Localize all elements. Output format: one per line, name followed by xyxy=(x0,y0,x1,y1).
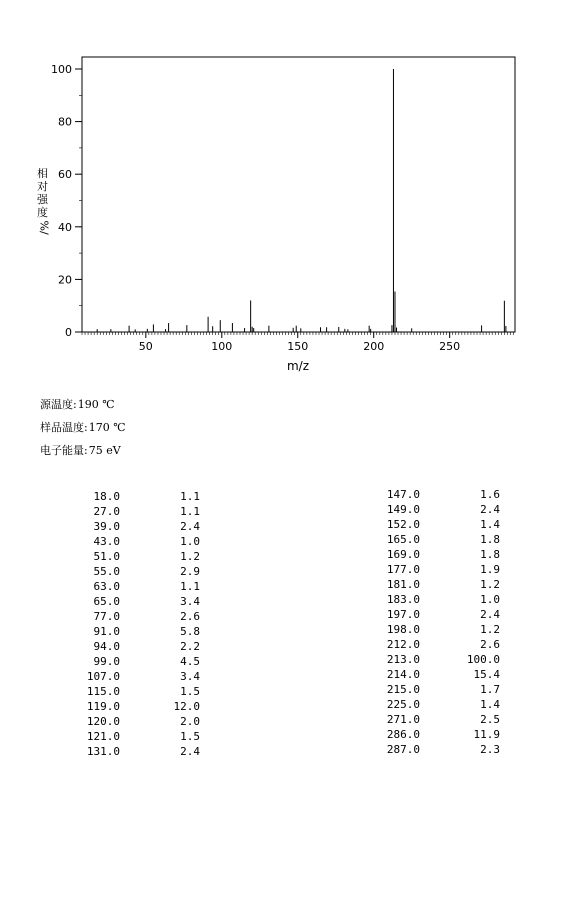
mz-value: 213.0 xyxy=(386,653,420,666)
table-row xyxy=(384,652,500,667)
table-row xyxy=(384,682,500,697)
table-row xyxy=(0,684,200,699)
table-row xyxy=(0,714,200,729)
mz-value: 147.0 xyxy=(386,488,420,501)
mz-value: 177.0 xyxy=(386,563,420,576)
mz-value: 120.0 xyxy=(86,715,120,728)
x-tick-label: 150 xyxy=(287,340,309,353)
table-row xyxy=(0,504,200,519)
mz-value: 286.0 xyxy=(386,728,420,741)
mz-value: 51.0 xyxy=(93,550,120,563)
table-row xyxy=(0,534,200,549)
table-row xyxy=(0,669,200,684)
table-row xyxy=(0,489,200,504)
peak-table-left xyxy=(0,489,200,759)
mz-value: 63.0 xyxy=(93,580,120,593)
relative-intensity: 100.0 xyxy=(466,653,500,666)
mass-spectrum-chart xyxy=(0,0,570,380)
mz-value: 214.0 xyxy=(386,668,420,681)
relative-intensity: 2.2 xyxy=(180,640,200,653)
table-row xyxy=(0,624,200,639)
relative-intensity: 1.5 xyxy=(180,730,200,743)
table-row xyxy=(0,729,200,744)
table-row xyxy=(384,742,500,757)
condition-value: 75 eV xyxy=(88,444,121,457)
table-row xyxy=(384,547,500,562)
relative-intensity: 1.0 xyxy=(480,593,500,606)
table-row xyxy=(384,727,500,742)
mz-value: 183.0 xyxy=(386,593,420,606)
relative-intensity: 11.9 xyxy=(473,728,500,741)
electron-energy xyxy=(40,442,121,458)
mz-value: 65.0 xyxy=(93,595,120,608)
mz-value: 55.0 xyxy=(93,565,120,578)
relative-intensity: 2.6 xyxy=(180,610,200,623)
mz-value: 119.0 xyxy=(86,700,120,713)
table-row xyxy=(384,712,500,727)
mz-value: 131.0 xyxy=(86,745,120,758)
source-temperature xyxy=(40,396,115,412)
relative-intensity: 5.8 xyxy=(180,625,200,638)
table-row xyxy=(384,592,500,607)
condition-value: 190 ℃ xyxy=(77,398,115,411)
relative-intensity: 1.9 xyxy=(480,563,500,576)
relative-intensity: 2.4 xyxy=(180,520,200,533)
x-tick-label: 100 xyxy=(211,340,233,353)
y-label-char: 对 xyxy=(37,180,48,193)
table-row xyxy=(384,577,500,592)
relative-intensity: 1.1 xyxy=(180,580,200,593)
y-label-unit: %/ xyxy=(37,220,51,235)
mz-value: 165.0 xyxy=(386,533,420,546)
mz-value: 215.0 xyxy=(386,683,420,696)
condition-label: 电子能量: xyxy=(40,444,88,457)
condition-label: 样品温度: xyxy=(40,421,88,434)
mz-value: 43.0 xyxy=(93,535,120,548)
table-row xyxy=(0,639,200,654)
plot-frame xyxy=(82,57,515,332)
y-label-char: 强 xyxy=(37,193,48,206)
relative-intensity: 1.8 xyxy=(480,533,500,546)
relative-intensity: 2.4 xyxy=(480,608,500,621)
mz-value: 197.0 xyxy=(386,608,420,621)
table-row xyxy=(384,487,500,502)
mz-value: 287.0 xyxy=(386,743,420,756)
relative-intensity: 1.2 xyxy=(480,578,500,591)
mz-value: 271.0 xyxy=(386,713,420,726)
sample-temperature xyxy=(40,419,126,435)
peak-table-right xyxy=(384,487,500,757)
relative-intensity: 1.2 xyxy=(480,623,500,636)
relative-intensity: 1.2 xyxy=(180,550,200,563)
x-tick-label: 200 xyxy=(363,340,385,353)
table-row xyxy=(0,609,200,624)
table-row xyxy=(384,502,500,517)
condition-value: 170 ℃ xyxy=(88,421,126,434)
condition-label: 源温度: xyxy=(40,398,77,411)
y-tick-label: 40 xyxy=(58,220,72,234)
relative-intensity: 2.0 xyxy=(180,715,200,728)
y-tick-label: 100 xyxy=(51,63,72,76)
table-row xyxy=(0,519,200,534)
y-tick-label: 0 xyxy=(65,326,72,339)
relative-intensity: 2.4 xyxy=(480,503,500,516)
relative-intensity: 2.6 xyxy=(480,638,500,651)
table-row xyxy=(384,607,500,622)
y-tick-label: 60 xyxy=(58,168,72,182)
table-row xyxy=(0,564,200,579)
y-axis-label xyxy=(37,167,51,234)
table-row xyxy=(384,667,500,682)
table-row xyxy=(384,697,500,712)
relative-intensity: 3.4 xyxy=(180,670,200,683)
table-row xyxy=(384,637,500,652)
relative-intensity: 1.5 xyxy=(180,685,200,698)
y-label-char: 度 xyxy=(37,206,48,219)
relative-intensity: 2.9 xyxy=(180,565,200,578)
y-tick-label: 80 xyxy=(58,115,72,129)
table-row xyxy=(0,744,200,759)
mz-value: 121.0 xyxy=(86,730,120,743)
relative-intensity: 2.4 xyxy=(180,745,200,758)
relative-intensity: 1.1 xyxy=(180,490,200,503)
mz-value: 149.0 xyxy=(386,503,420,516)
mz-value: 77.0 xyxy=(93,610,120,623)
table-row xyxy=(384,517,500,532)
relative-intensity: 2.5 xyxy=(480,713,500,726)
table-row xyxy=(384,562,500,577)
table-row xyxy=(384,622,500,637)
table-row xyxy=(0,549,200,564)
table-row xyxy=(0,579,200,594)
table-row xyxy=(0,594,200,609)
mz-value: 39.0 xyxy=(93,520,120,533)
mz-value: 91.0 xyxy=(93,625,120,638)
relative-intensity: 2.3 xyxy=(480,743,500,756)
y-tick-label: 20 xyxy=(58,273,72,287)
mz-value: 18.0 xyxy=(93,490,120,503)
table-row xyxy=(0,654,200,669)
relative-intensity: 1.1 xyxy=(180,505,200,518)
mz-value: 198.0 xyxy=(386,623,420,636)
table-row xyxy=(384,532,500,547)
relative-intensity: 3.4 xyxy=(180,595,200,608)
relative-intensity: 1.8 xyxy=(480,548,500,561)
mz-value: 181.0 xyxy=(386,578,420,591)
mz-value: 212.0 xyxy=(386,638,420,651)
x-tick-label: 50 xyxy=(138,340,153,353)
y-label-char: 相 xyxy=(37,167,48,180)
mz-value: 94.0 xyxy=(93,640,120,653)
relative-intensity: 1.4 xyxy=(480,698,500,711)
mz-value: 225.0 xyxy=(386,698,420,711)
mz-value: 107.0 xyxy=(86,670,120,683)
mz-value: 152.0 xyxy=(386,518,420,531)
relative-intensity: 1.6 xyxy=(480,488,500,501)
mz-value: 169.0 xyxy=(386,548,420,561)
relative-intensity: 1.4 xyxy=(480,518,500,531)
relative-intensity: 4.5 xyxy=(180,655,200,668)
x-tick-label: 250 xyxy=(439,340,461,353)
table-row xyxy=(0,699,200,714)
relative-intensity: 1.7 xyxy=(480,683,500,696)
mz-value: 99.0 xyxy=(93,655,120,668)
mz-value: 27.0 xyxy=(93,505,120,518)
relative-intensity: 1.0 xyxy=(180,535,200,548)
mz-value: 115.0 xyxy=(86,685,120,698)
relative-intensity: 12.0 xyxy=(173,700,200,713)
relative-intensity: 15.4 xyxy=(473,668,500,681)
x-axis-label: m/z xyxy=(286,359,310,373)
